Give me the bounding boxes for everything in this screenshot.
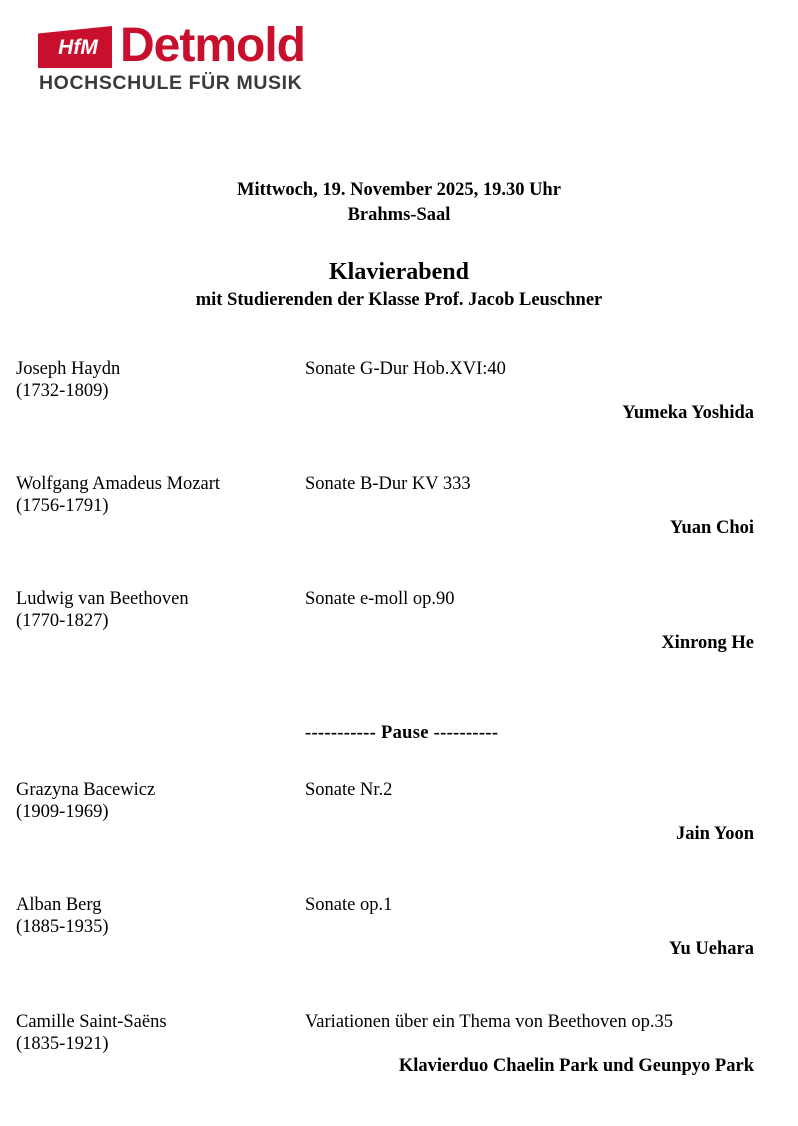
composer-name: Grazyna Bacewicz xyxy=(16,780,156,800)
composer-years: (1909-1969) xyxy=(16,802,109,822)
work-title: Variationen über ein Thema von Beethoven op.35 xyxy=(305,1012,674,1032)
work-title: Sonate G-Dur Hob.XVI:40 xyxy=(305,359,506,379)
concert-subtitle: mit Studierenden der Klasse Prof. Jacob Leuschner xyxy=(195,290,603,310)
pause-label: ----------- Pause ---------- xyxy=(305,723,499,743)
performer-name: Klavierduo Chaelin Park und Geunpyo Park xyxy=(398,1056,754,1076)
performer-name: Yu Uehara xyxy=(668,939,754,959)
program-entry xyxy=(0,358,798,448)
work-title: Sonate op.1 xyxy=(305,895,393,915)
concert-header xyxy=(0,178,798,313)
concert-date: Mittwoch, 19. November 2025, 19.30 Uhr xyxy=(237,180,561,200)
program-entry xyxy=(0,1011,798,1101)
concert-venue: Brahms-Saal xyxy=(347,205,451,225)
composer-name: Joseph Haydn xyxy=(16,359,121,379)
composer-years: (1885-1935) xyxy=(16,917,109,937)
performer-name: Yumeka Yoshida xyxy=(622,403,754,423)
pause-divider xyxy=(0,703,798,779)
composer-name: Wolfgang Amadeus Mozart xyxy=(16,474,221,494)
composer-name: Ludwig van Beethoven xyxy=(16,589,189,609)
program-entry xyxy=(0,588,798,678)
logo-wordmark: Detmold xyxy=(120,19,305,72)
composer-name: Camille Saint-Saëns xyxy=(16,1012,167,1032)
composer-years: (1756-1791) xyxy=(16,496,109,516)
hfm-detmold-logo xyxy=(38,19,338,94)
program-list xyxy=(0,358,798,1126)
work-title: Sonate Nr.2 xyxy=(305,780,393,800)
composer-years: (1835-1921) xyxy=(16,1034,109,1054)
composer-years: (1732-1809) xyxy=(16,381,109,401)
program-entry xyxy=(0,894,798,986)
performer-name: Yuan Choi xyxy=(669,518,754,538)
program-entry xyxy=(0,779,798,869)
work-title: Sonate e-moll op.90 xyxy=(305,589,455,609)
logo-subtitle: HOCHSCHULE FÜR MUSIK xyxy=(39,72,303,94)
work-title: Sonate B-Dur KV 333 xyxy=(305,474,471,494)
page-title: Klavierabend xyxy=(328,259,469,285)
composer-name: Alban Berg xyxy=(16,895,102,915)
performer-name: Xinrong He xyxy=(661,633,754,653)
hfm-logo-mark-label: HfM xyxy=(58,36,98,59)
performer-name: Jain Yoon xyxy=(676,824,754,844)
program-entry xyxy=(0,473,798,563)
composer-years: (1770-1827) xyxy=(16,611,109,631)
